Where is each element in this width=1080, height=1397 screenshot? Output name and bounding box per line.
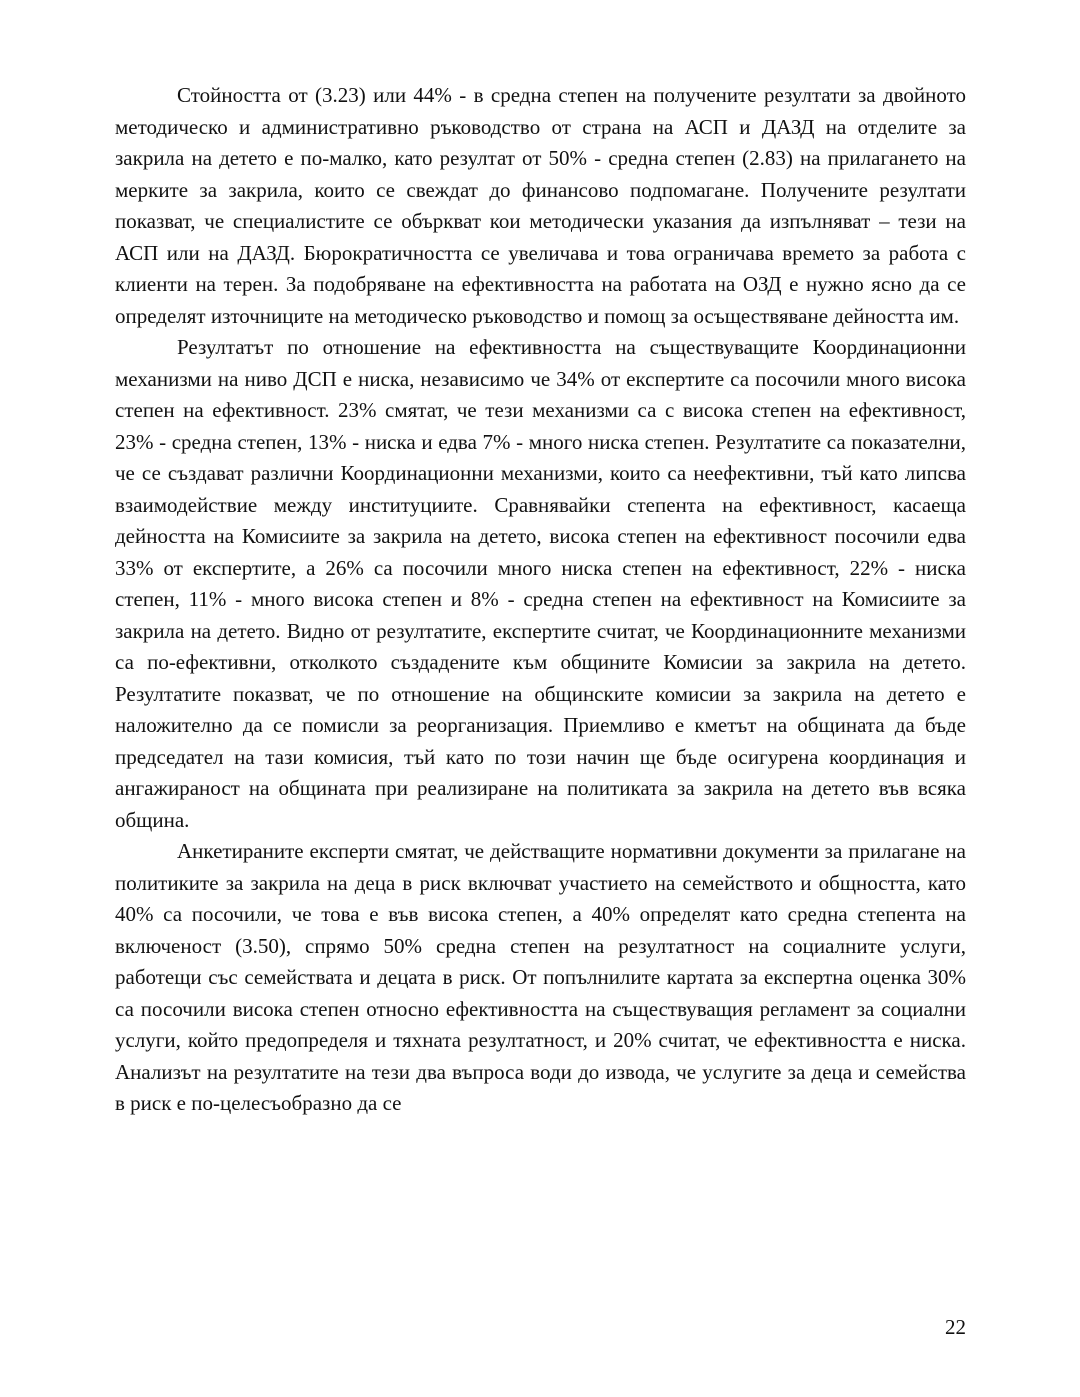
paragraph-3: Анкетираните експерти смятат, че действащите нормативни документи за прилагане на политиките за закрила на деца в риск включват участието на семейството и общността, като 40% са посочили, че това е във висока степен, а 40% определят като средна степента на включеност (3.50), спрямо 50% средна степен на резултатност на социалните услуги, работещи със семействата и децата в риск. От попълнилите картата за експертна оценка 30% са посочили висока степен относно ефективността на съществуващия регламент за социални услуги, който предопределя и тяхната резултатност, и 20% считат, че ефективността е ниска. Анализът на резултатите на тези два въпроса води до извода, че услугите за деца и семейства в риск е по-целесъобразно да се [115, 839, 966, 1115]
paragraph-2: Резултатът по отношение на ефективността на съществуващите Координационни механизми на ниво ДСП е ниска, независимо че 34% от експертите са посочили много висока степен на ефективност. 23% смятат, че тези механизми са с висока степен на ефективност, 23% - средна степен, 13% - ниска и едва 7% - много ниска степен. Резултатите са показателни, че се създават различни Координационни механизми, които са неефективни, тъй като липсва взаимодействие между институциите. Сравнявайки степента на ефективност, касаеща дейността на Комисиите за закрила на детето, висока степен на ефективност посочили едва 33% от експертите, а 26% са посочили много ниска степен на ефективност, 22% - ниска степен, 11% - много висока степен и 8% - средна степен на ефективност на Комисиите за закрила на детето. Видно от резултатите, експертите считат, че Координационните механизми са по-ефективни, отколкото създадените към общините Комисии за закрила на детето. Резултатите показват, че по отношение на общинските комисии за закрила на детето е наложително да се помисли за реорганизация. Приемливо е кметът на общината да бъде председател на тази комисия, тъй като по този начин ще бъде осигурена координация и ангажираност на общината при реализиране на политиката за закрила на детето във всяка община. [115, 335, 966, 832]
page-number: 22 [945, 1315, 966, 1339]
paragraph-1: Стойността от (3.23) или 44% - в средна степен на получените резултати за двойното методическо и административно ръководство от страна на АСП и ДАЗД на отделите за закрила на детето е по-малко, като резултат от 50% - средна степен (2.83) на прилагането на мерките за закрила, които се свеждат до финансово подпомагане. Получените резултати показват, че специалистите се объркват кои методически указания да изпълняват – тези на АСП или на ДАЗД. Бюрократичността се увеличава и това ограничава времето за работа с клиенти на терен. За подобряване на ефективността на работата на ОЗД е нужно ясно да се определят източниците на методическо ръководство и помощ за осъществяване дейността им. [115, 83, 966, 328]
document-body [115, 80, 966, 1120]
